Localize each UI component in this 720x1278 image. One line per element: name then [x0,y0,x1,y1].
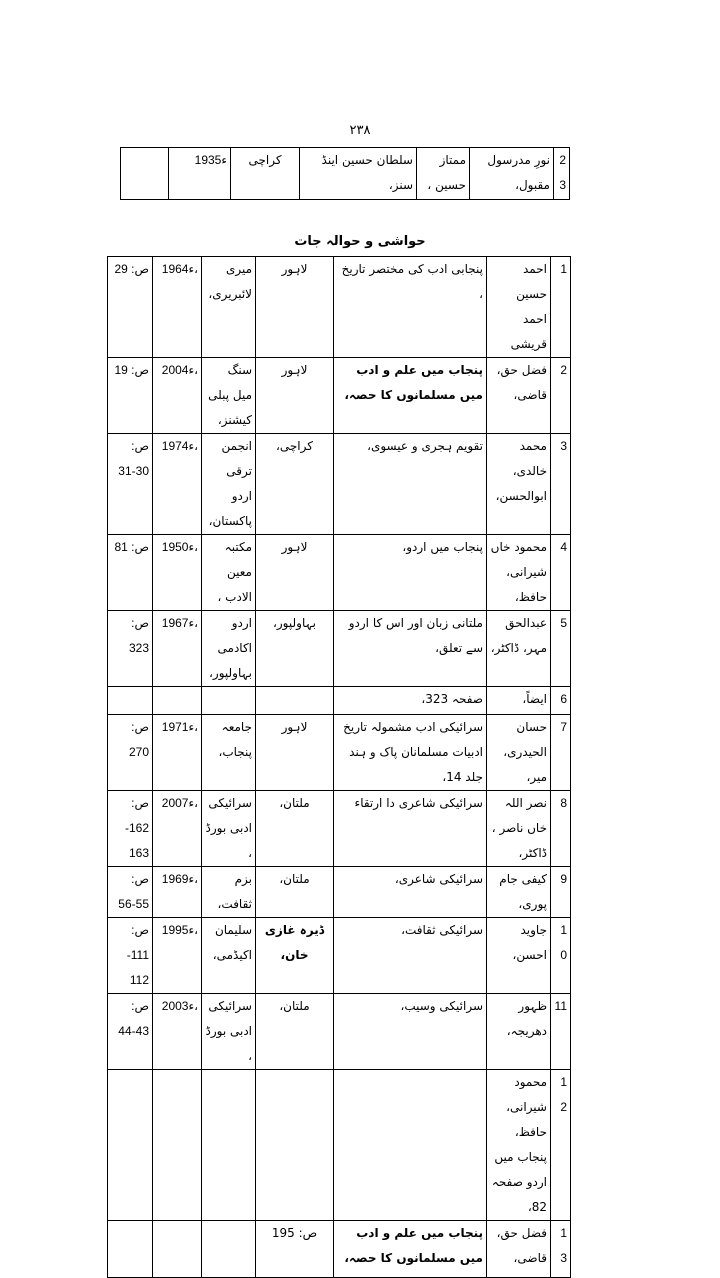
author-cell: فضل حق، قاضی، [487,1221,551,1278]
publisher-cell: سنگ میل پبلی کیشنز، [202,358,256,434]
serial-cell: 23 [554,148,570,200]
city-cell: ملتان، [256,791,334,867]
table-row [108,1070,571,1221]
title-cell: ملتانی زبان اور اس کا اردو سے تعلق، [334,611,487,687]
publisher-cell [202,1221,256,1278]
city-cell: لاہور [256,535,334,611]
page-cell [108,687,153,715]
publisher-cell: میری لائبریری، [202,257,256,358]
serial-cell: 12 [551,1070,571,1221]
city-cell [256,687,334,715]
table-row [108,611,571,687]
city-cell: لاہور [256,715,334,791]
table-row [121,148,570,200]
page-cell: ص: 81 [108,535,153,611]
page-cell [108,1070,153,1221]
city-cell: ملتان، [256,867,334,918]
table-row [108,994,571,1070]
city-cell: لاہور [256,257,334,358]
city-cell: کراچی [231,148,300,200]
author-cell: ظہور دھریجہ، [487,994,551,1070]
author-cell: احمد حسین احمد قریشی [487,257,551,358]
author-cell: محمد خالدی، ابوالحسن، [487,434,551,535]
city-cell: کراچی، [256,434,334,535]
year-cell: 1935ء [169,148,231,200]
author-cell: ایضاً، [487,687,551,715]
serial-cell: 4 [551,535,571,611]
publisher-cell: مکتبہ معین الادب ، [202,535,256,611]
year-cell [153,687,202,715]
city-cell: بہاولپور، [256,611,334,687]
page-cell [121,148,169,200]
page-cell: ص: 19 [108,358,153,434]
table-row [108,791,571,867]
author-cell: عبدالحق مہر، ڈاکٹر، [487,611,551,687]
table-row [108,358,571,434]
title-cell: پنجاب میں علم و ادب میں مسلمانوں کا حصہ، [334,358,487,434]
year-cell: 2004ء، [153,358,202,434]
references-table [107,256,571,1278]
publisher-cell [202,687,256,715]
page-cell: ص: 30-31 [108,434,153,535]
serial-cell: 9 [551,867,571,918]
table-row [108,434,571,535]
title-cell: سرائیکی شاعری دا ارتقاء [334,791,487,867]
serial-cell: 1 [551,257,571,358]
publisher-cell: سرائیکی ادبی بورڈ ، [202,791,256,867]
publisher-cell: اردو اکادمی بہاولپور، [202,611,256,687]
city-cell: ڈیرہ غازی خان، [256,918,334,994]
publisher-cell: سلطان حسین اینڈ سنز، [300,148,417,200]
year-cell: 1974ء، [153,434,202,535]
table-row [108,867,571,918]
serial-cell: 8 [551,791,571,867]
title-cell: پنجابی ادب کی مختصر تاریخ ، [334,257,487,358]
year-cell: 1969ء، [153,867,202,918]
author-cell: محمود شیرانی، حافظ، پنجاب میں اردو صفحہ 82، [487,1070,551,1221]
serial-cell: 13 [551,1221,571,1278]
title-cell: سرائیکی وسیب، [334,994,487,1070]
title-cell: تقویم ہجری و عیسوی، [334,434,487,535]
title-cell: نورِ مدرسول مقبول، [470,148,554,200]
publisher-cell [202,1070,256,1221]
page-cell: ص: 111-112 [108,918,153,994]
table-row [108,715,571,791]
serial-cell: 2 [551,358,571,434]
title-cell: صفحہ 323، [334,687,487,715]
year-cell: 1971ء، [153,715,202,791]
publisher-cell: جامعہ پنجاب، [202,715,256,791]
year-cell [153,1221,202,1278]
page-cell [108,1221,153,1278]
top-table [120,147,570,200]
page-cell: ص: 55-56 [108,867,153,918]
section-heading: حواشی و حوالہ جات [294,234,426,249]
city-cell: ملتان، [256,994,334,1070]
author-cell: فضل حق، قاضی، [487,358,551,434]
year-cell: 2003ء، [153,994,202,1070]
city-cell: ص: 195 [256,1221,334,1278]
title-cell: سرائیکی شاعری، [334,867,487,918]
year-cell: 1950ء، [153,535,202,611]
publisher-cell: سلیمان اکیڈمی، [202,918,256,994]
serial-cell: 7 [551,715,571,791]
author-cell: محمود خاں شیرانی، حافظ، [487,535,551,611]
page-cell: ص: 29 [108,257,153,358]
author-cell: حسان الحیدری، میر، [487,715,551,791]
year-cell [153,1070,202,1221]
author-cell: جاوید احسن، [487,918,551,994]
table-row [108,687,571,715]
serial-cell: 3 [551,434,571,535]
serial-cell: 5 [551,611,571,687]
serial-cell: 6 [551,687,571,715]
title-cell: سرائیکی ادب مشمولہ تاریخ ادبیات مسلمانان پاک و ہند جلد 14، [334,715,487,791]
author-cell: نصر اللہ خاں ناصر ، ڈاکٹر، [487,791,551,867]
city-cell: لاہور [256,358,334,434]
page-cell: ص: 323 [108,611,153,687]
table-row [108,918,571,994]
publisher-cell: انجمن ترقی اردو پاکستان، [202,434,256,535]
year-cell: 1967ء، [153,611,202,687]
serial-cell: 11 [551,994,571,1070]
publisher-cell: سرائیکی ادبی بورڈ ، [202,994,256,1070]
year-cell: 1964ء، [153,257,202,358]
page-cell: ص: 162-163 [108,791,153,867]
table-row [108,257,571,358]
city-cell [256,1070,334,1221]
serial-cell: 10 [551,918,571,994]
author-cell: کیفی جام پوری، [487,867,551,918]
year-cell: 1995ء، [153,918,202,994]
publisher-cell: بزم ثقافت، [202,867,256,918]
table-row [108,1221,571,1278]
year-cell: 2007ء، [153,791,202,867]
page-cell: ص: 270 [108,715,153,791]
title-cell: پنجاب میں علم و ادب میں مسلمانوں کا حصہ، [334,1221,487,1278]
table-row [108,535,571,611]
title-cell: پنجاب میں اردو، [334,535,487,611]
author-cell: ممتاز حسین ، [417,148,470,200]
title-cell: سرائیکی ثقافت، [334,918,487,994]
page-number: ۲۳۸ [349,123,371,138]
title-cell [334,1070,487,1221]
page-cell: ص: 43-44 [108,994,153,1070]
